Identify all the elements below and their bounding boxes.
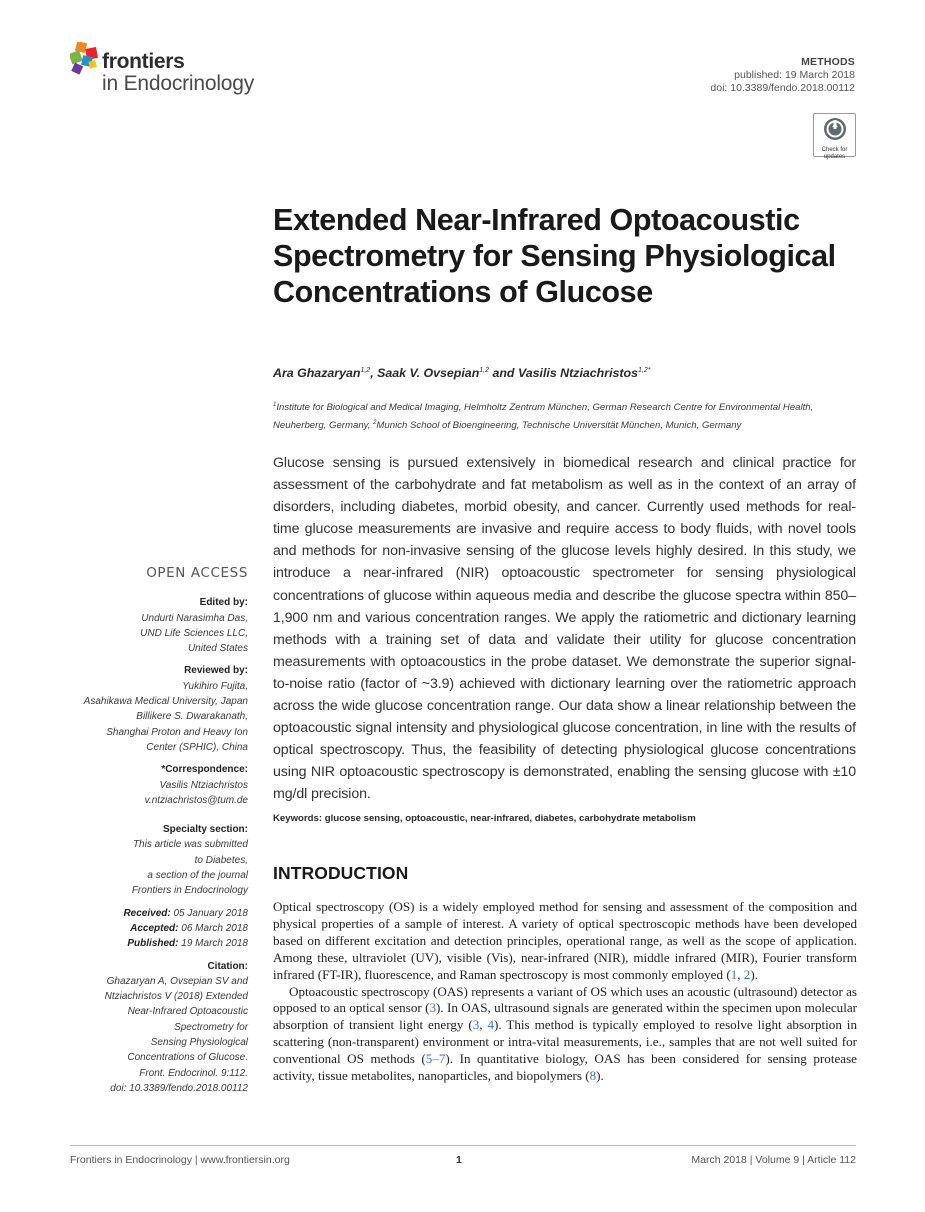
check-for-updates-button[interactable] <box>813 113 856 160</box>
check-for-updates-icon <box>823 117 847 141</box>
affil-marker: 2 <box>373 419 377 426</box>
specialty-line: to Diabetes, <box>194 854 248 866</box>
footer-journal[interactable]: Frontiers in Endocrinology | www.frontiersin.org <box>70 1154 290 1166</box>
published-label: Published: <box>127 938 179 950</box>
journal-logo[interactable] <box>70 42 290 102</box>
article-meta <box>710 56 855 95</box>
reference-link[interactable]: 1 <box>730 966 738 982</box>
affiliations <box>273 398 858 433</box>
reviewer-line: Shanghai Proton and Heavy Ion <box>106 726 248 738</box>
abstract: Glucose sensing is pursued extensively in biomedical research and clinical practice for assessment of the carbohydrate and fat metabolism as well as in the context of an array of disorders, including diabetes, morbid obesity, and cancer. Currently used methods for real-time glucose measurements are invasive and require access to body fluids, with novel tools and methods for non-invasive sensing of the glucose levels highly desired. In this study, we introduce a near-infrared (NIR) optoacoustic spectrometer for sensing physiological concentrations of glucose within aqueous media and describe the glucose spectra within 850–1,900 nm and various concentration ranges. We apply the ratiometric and dictionary learning methods with a training set of data and validate their utility for glucose concentration measurements with optoacoustics in the probe dataset. We demonstrate the superior signal-to-noise ratio (factor of ~3.9) achieved with dictionary learning over the ratiometric approach across the wide glucose concentration range. Our data show a linear relationship between the optoacoustic signal intensity and physiological glucose concentration, in line with the results of optical spectroscopy. Thus, the feasibility of detecting physiological glucose concentrations using NIR optoacoustic spectroscopy is demonstrated, enabling the sensing glucose with ±10 mg/dl precision. <box>273 455 856 803</box>
received-value: 05 January 2018 <box>173 907 248 919</box>
footer-divider <box>70 1145 856 1146</box>
article-title: Extended Near-Infrared Optoacoustic Spectrometry for Sensing Physiological Concentrations of Glucose <box>273 203 836 309</box>
specialty-section <box>70 822 248 898</box>
open-access-label: OPEN ACCESS <box>146 565 248 581</box>
accepted-date <box>70 921 248 936</box>
author-affil: 1,2 <box>479 366 490 374</box>
correspondence-label: *Correspondence: <box>161 764 248 776</box>
reviewer-line: Asahikawa Medical University, Japan <box>83 696 248 708</box>
intro-paragraph-2 <box>273 984 857 1085</box>
specialty-label: Specialty section: <box>162 824 248 836</box>
correspondence <box>70 762 248 808</box>
dates <box>70 906 248 952</box>
received-label: Received: <box>123 907 171 919</box>
citation-label: Citation: <box>207 960 248 972</box>
author-separator: , <box>370 366 378 380</box>
reviewer-line: Center (SPHIC), China <box>146 741 248 753</box>
reviewer-line: Billikere S. Dwarakanath, <box>136 711 248 723</box>
edited-by-label: Edited by: <box>199 597 248 609</box>
footer-issue: March 2018 | Volume 9 | Article 112 <box>691 1154 856 1166</box>
citation-line: Front. Endocrinol. 9:112. <box>139 1067 248 1079</box>
article-doi[interactable]: doi: 10.3389/fendo.2018.00112 <box>710 82 855 94</box>
author-affil: 1,2 <box>360 366 371 374</box>
reviewed-by <box>70 663 248 755</box>
article-info-sidebar <box>70 566 248 1103</box>
editor-line: UND Life Sciences LLC, <box>140 627 248 639</box>
intro-text: ). <box>750 966 758 982</box>
article-type: METHODS <box>801 56 855 68</box>
affil-marker: 1 <box>273 402 277 408</box>
citation-line: Ghazaryan A, Ovsepian SV and <box>106 975 248 987</box>
intro-text: ). In OAS, ultrasound signals are generated within the specimen upon molecular absorption of transient light energy ( <box>273 1000 858 1033</box>
intro-text: Optical spectroscopy (OS) is a widely employed method for sensing and assessment of the composition and physical properties of a sample of interest. A variety of optical spectroscopic methods have been developed based on different excitation and detection principles, operational range, as well as the scope of application. Among these, ultraviolet (UV), visible (Vis), near-infrared (NIR), middle infrared (MIR), Fourier transform infrared (FT-IR), fluorescence, and Raman spectroscopy is most commonly employed ( <box>273 899 857 982</box>
author-name[interactable]: Vasilis Ntziachristos <box>517 366 638 380</box>
reference-link[interactable]: 2 <box>743 966 751 982</box>
correspondence-email[interactable]: v.ntziachristos@tum.de <box>144 794 248 806</box>
page-number: 1 <box>456 1154 462 1166</box>
citation-doi[interactable]: doi: 10.3389/fendo.2018.00112 <box>110 1082 248 1094</box>
check-updates-line2: updates <box>823 153 846 160</box>
intro-text: , <box>737 966 744 982</box>
received-date <box>70 906 248 921</box>
editor-line: Undurti Narasimha Das, <box>141 612 248 624</box>
reference-link[interactable]: 3 <box>472 1017 480 1033</box>
affiliation-1: Institute for Biological and Medical Imaging, Helmholtz Zentrum München, German Research Centre for Environmental Health, Neuherberg, Germany, <box>273 402 814 431</box>
intro-text: ). In quantitative biology, OAS has been considered for sensing protease activity, tissue metabolites, nanoparticles, and biopolymers ( <box>273 1051 857 1084</box>
intro-text: Optoacoustic spectroscopy (OAS) represents a variant of OS which uses an acoustic (ultrasound) detector as opposed to an optical sensor ( <box>273 983 857 1016</box>
accepted-value: 06 March 2018 <box>181 922 248 934</box>
citation-line: Spectrometry for <box>174 1021 248 1033</box>
reference-link[interactable]: 8 <box>589 1068 597 1084</box>
frontiers-logo-icon <box>70 42 100 76</box>
accepted-label: Accepted: <box>130 922 179 934</box>
reviewer-line: Yukihiro Fujita, <box>182 680 248 692</box>
check-updates-line1: Check for <box>821 147 848 153</box>
citation-line: Concentrations of Glucose. <box>127 1052 248 1064</box>
specialty-line: This article was submitted <box>132 839 248 851</box>
intro-paragraph-1 <box>273 899 857 984</box>
published-date: published: 19 March 2018 <box>734 69 855 81</box>
introduction-body <box>273 899 857 1085</box>
reference-link[interactable]: 3 <box>429 1000 437 1016</box>
intro-text: ). <box>596 1068 604 1084</box>
citation-line: Ntziachristos V (2018) Extended <box>104 991 248 1003</box>
specialty-line: Frontiers in Endocrinology <box>131 885 248 897</box>
reference-link[interactable]: 5–7 <box>425 1051 446 1067</box>
logo-wordmark: frontiers <box>102 50 185 73</box>
reference-link[interactable]: 4 <box>487 1017 495 1033</box>
intro-text: ). This method is typically employed to resolve light absorption in scattering (non-transparent) environment or intra-vital measurements, i.e., samples that are not well suited for conventional OS methods ( <box>273 1017 857 1067</box>
reviewed-by-label: Reviewed by: <box>184 665 248 677</box>
author-name[interactable]: Ara Ghazaryan <box>273 366 361 380</box>
citation-line: Near-Infrared Optoacoustic <box>127 1006 248 1018</box>
specialty-line: a section of the journal <box>147 870 248 882</box>
author-list <box>273 366 650 380</box>
published-date-sidebar <box>70 936 248 951</box>
citation-line: Sensing Physiological <box>150 1037 248 1049</box>
logo-journal-name: in Endocrinology <box>102 72 255 95</box>
author-affil: 1,2* <box>638 366 651 374</box>
editor-line: United States <box>187 643 248 655</box>
published-value: 19 March 2018 <box>181 938 248 950</box>
author-name[interactable]: Saak V. Ovsepian <box>377 366 480 380</box>
affiliation-2: Munich School of Bioengineering, Technische Universität München, Munich, Germany <box>376 419 742 431</box>
introduction-heading: INTRODUCTION <box>273 863 409 883</box>
author-separator: and <box>489 366 518 380</box>
correspondence-name: Vasilis Ntziachristos <box>159 779 248 791</box>
edited-by <box>70 595 248 656</box>
citation <box>70 959 248 1097</box>
keywords: Keywords: glucose sensing, optoacoustic, near-infrared, diabetes, carbohydrate metabolism <box>273 813 696 824</box>
intro-text: , <box>479 1017 488 1033</box>
